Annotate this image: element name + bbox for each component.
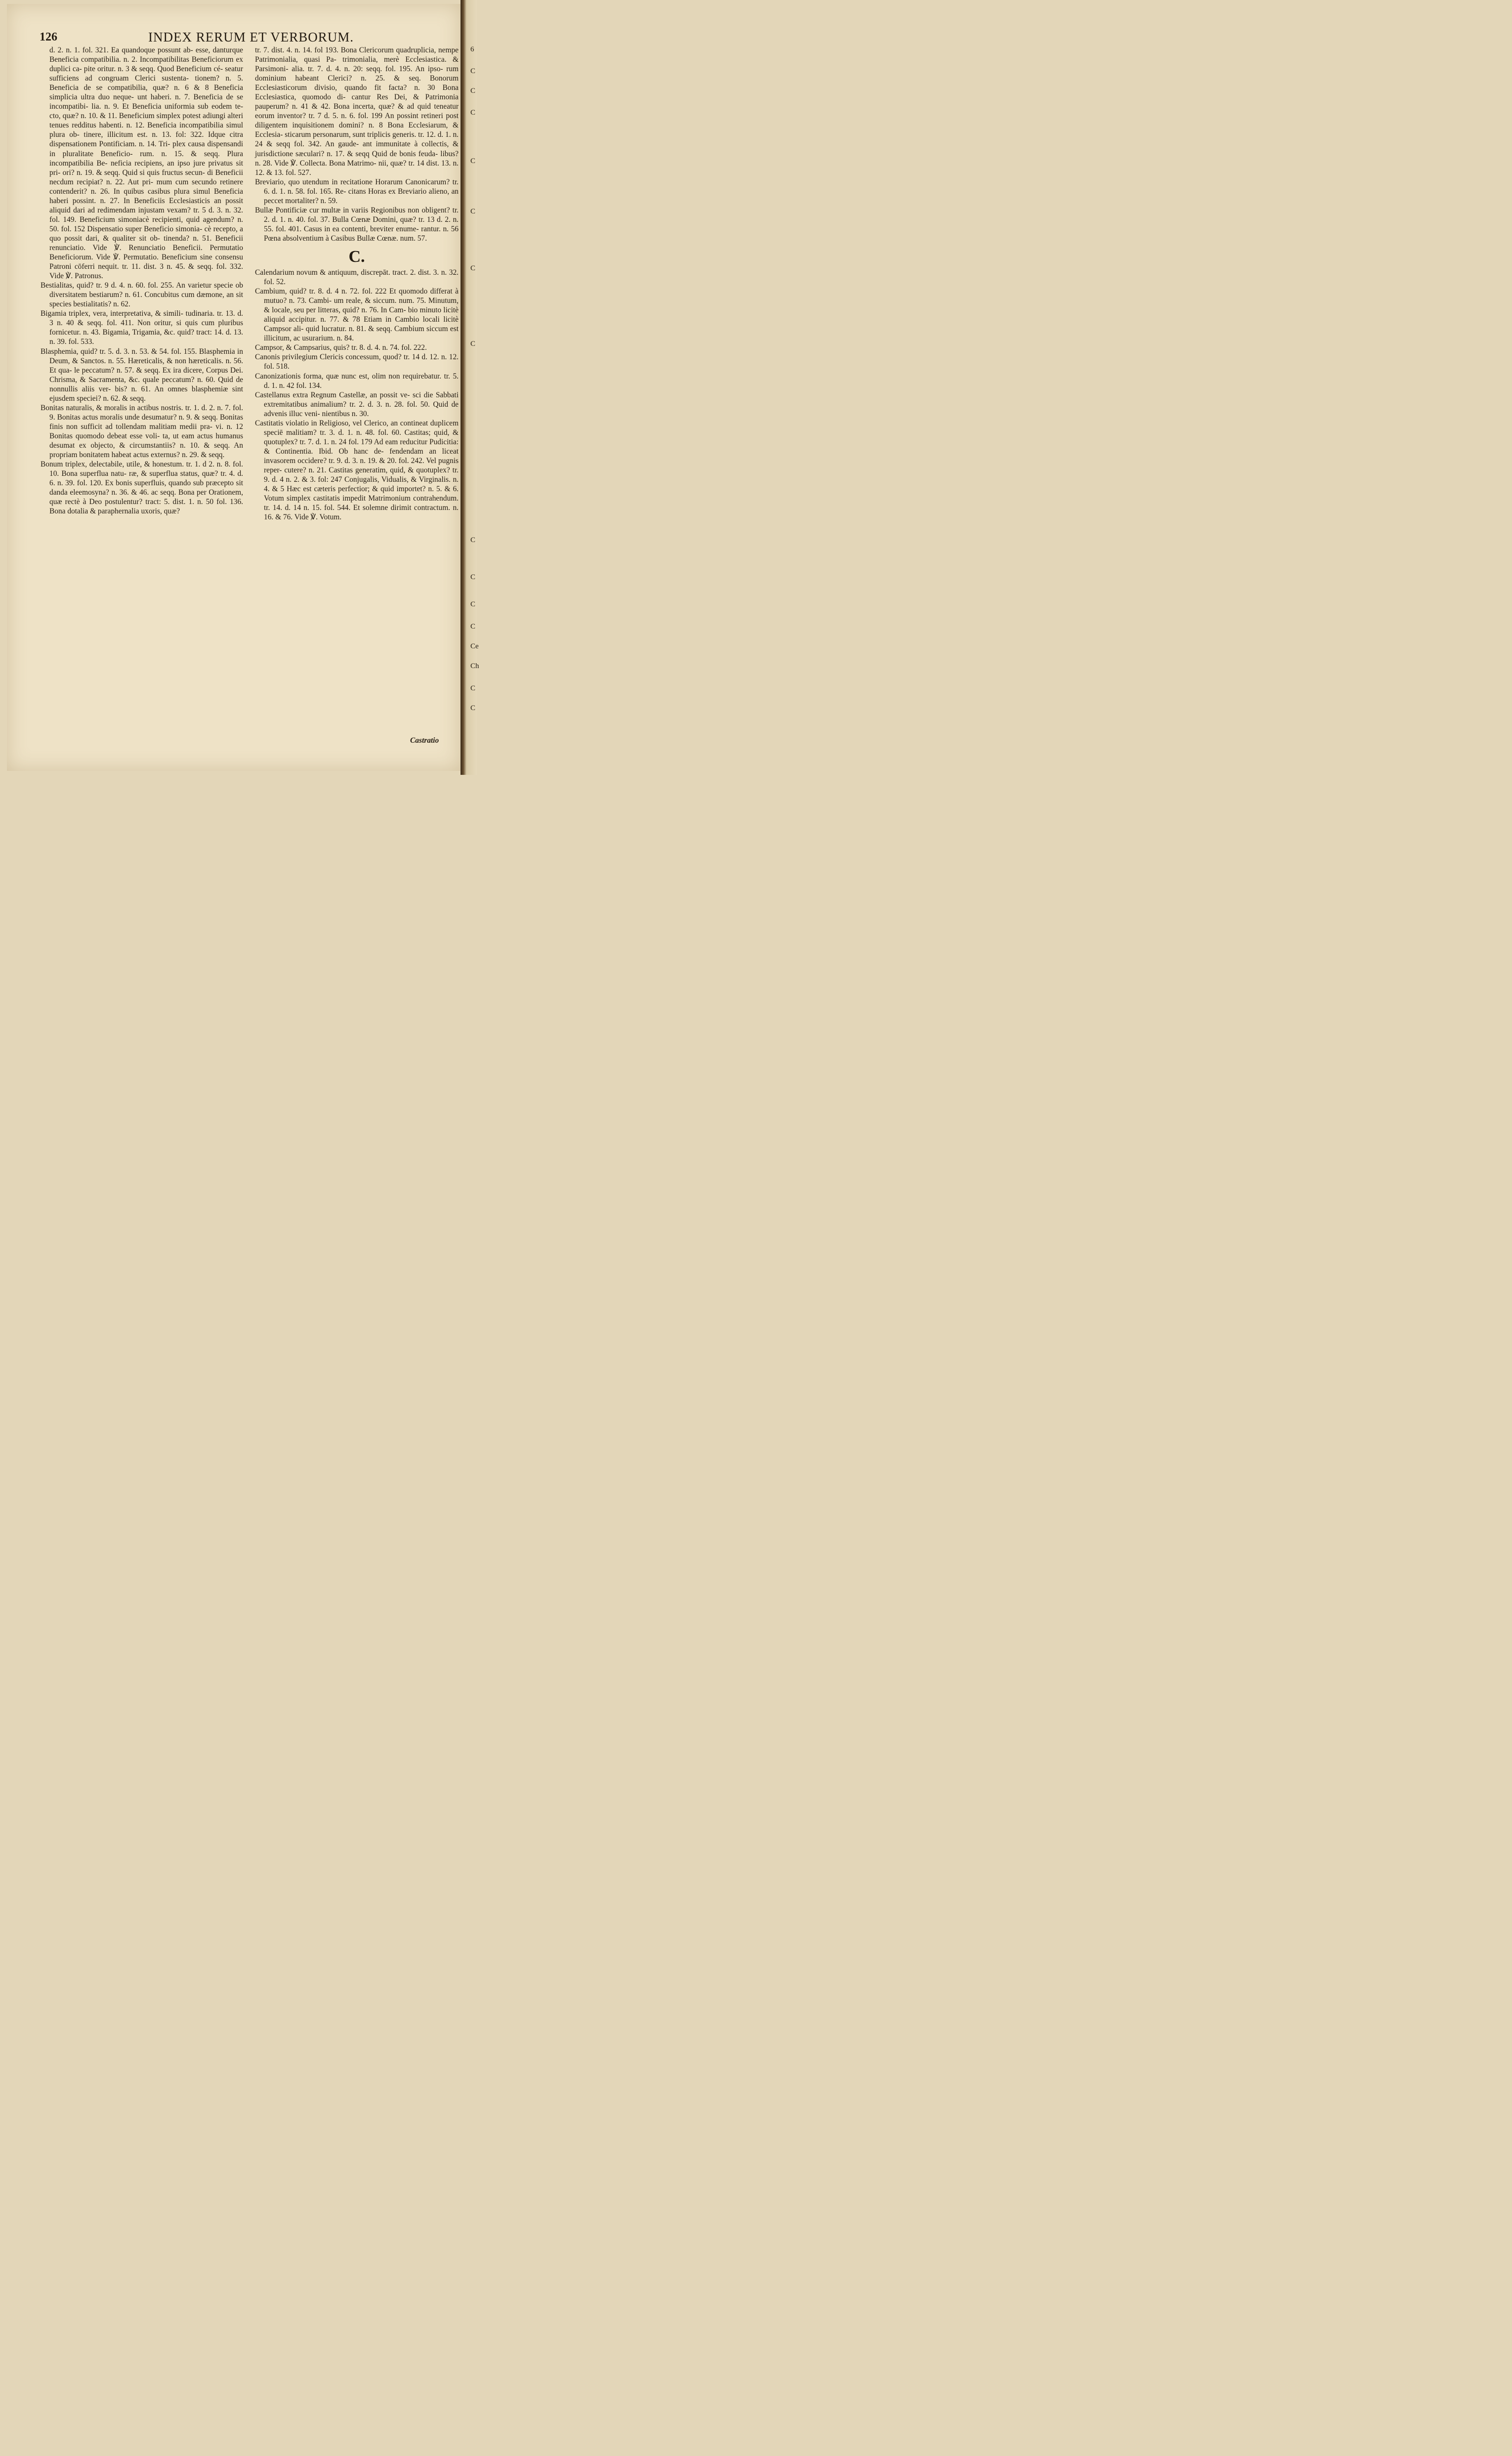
index-entry: Calendarium novum & antiquum, discrepāt. tract. 2. dist. 3. n. 32. fol. 52.: [255, 268, 459, 287]
gutter-fragment: C: [470, 109, 476, 117]
gutter-fragment: C: [470, 264, 476, 272]
index-entry: Bestialitas, quid? tr. 9 d. 4. n. 60. fol. 255. An varietur specie ob diversitatem bestiarum? n. 61. Concubitus cum dæmone, an sit species bestialitatis? n. 62.: [41, 281, 243, 309]
gutter-fragment: C: [470, 684, 476, 692]
right-column: [255, 45, 459, 522]
index-entry: Canonizationis forma, quæ nunc est, olim non requirebatur. tr. 5. d. 1. n. 42 fol. 134.: [255, 372, 459, 390]
gutter-fragment: C: [470, 208, 476, 215]
gutter-fragment: C: [470, 67, 476, 75]
index-entry: Breviario, quo utendum in recitatione Horarum Canonicarum? tr. 6. d. 1. n. 58. fol. 165. Re- citans Horas ex Breviario alieno, an peccet mortaliter? n. 59.: [255, 177, 459, 205]
gutter-fragment: 6: [470, 45, 474, 53]
index-entry: Bonum triplex, delectabile, utile, & honestum. tr. 1. d 2. n. 8. fol. 10. Bona superflua natu- ræ, & superflua status, quæ? tr. 4. d. 6. n. 39. fol. 120. Ex bonis superfluis, quando sub præcepto sit danda eleemosyna? n. 36. & 46. ac seqq. Bona per Orationem, quæ rectè à Deo postulentur? tract: 5. dist. 1. n. 50 fol. 136. Bona dotalia & paraphernalia uxoris, quæ?: [41, 460, 243, 516]
index-entry: Castitatis violatio in Religioso, vel Clerico, an contineat duplicem speciē malitiam? tr. 3. d. 1. n. 48. fol. 60. Castitas; quid, & quotuplex? tr. 7. d. 1. n. 24 fol. 179 Ad eam reducitur Pudicitia: & Continentia. Ibid. Ob hanc de- fendendam an liceat invasorem occidere? tr. 9. d. 3. n. 19. & 20. fol. 242. Vel pugnis reper- cutere? n. 21. Castitas generatim, quid, & quotuplex? tr. 9. d. 4 n. 2. & 3. fol: 247 Conjugalis, Vidualis, & Virginalis. n. 4. & 5 Hæc est cæteris perfectior; & quid importet? n. 5. & 6. Votum simplex castitatis impedit Matrimonium contrahendum. tr. 14. d. 14 n. 15. fol. 544. Et solemne dirimit contractum. n. 16. & 76. Vide ℣. Votum.: [255, 419, 459, 522]
gutter-fragment: Ch: [470, 662, 479, 670]
gutter-fragment: C: [470, 704, 476, 712]
facing-page-edge: [461, 0, 477, 775]
index-entry: Canonis privilegium Clericis concessum, quod? tr. 14 d. 12. n. 12. fol. 518.: [255, 353, 459, 371]
catchword: Castratio: [410, 736, 439, 745]
index-entry: Cambium, quid? tr. 8. d. 4 n. 72. fol. 222 Et quomodo differat à mutuo? n. 73. Cambi- um reale, & siccum. num. 75. Minutum, & locale, seu per litteras, quid? n. 76. In Cam- bio minuto licitè aliquid accipitur. n. 77. & 78 Etiam in Cambio locali licitè Campsor ali- quid lucratur. n. 81. & seqq. Cambium siccum est illicitum, ac usurarium. n. 84.: [255, 287, 459, 343]
index-entry: tr. 7. dist. 4. n. 14. fol 193. Bona Clericorum quadruplicia, nempe Patrimonialia, quasi Pa- trimonialia, merè Ecclesiastica. & Parsimoni- alia. tr. 7. d. 4. n. 20: seqq. fol. 195. An ipso- rum dominium habeant Clerici? n. 25. & seq. Bonorum Ecclesiasticorum divisio, quando fit facta? n. 30 Bona Ecclesiastica, quomodo di- cantur Res Dei, & Patrimonia pauperum? n. 41 & 42. Bona incerta, quæ? & ad quid teneatur eorum inventor? tr. 7 d. 5. n. 6. fol. 199 An possint retineri post diligentem inquisitionem domini? n. 8 Bona Ecclesiarum, & Ecclesia- sticarum personarum, sunt triplicis generis. tr. 12. d. 1. n. 24 & seqq fol. 342. An gaude- ant immunitate à collectis, & jurisdictione sæculari? n. 17. & seqq Quid de bonis feuda- libus? n. 28. Vide ℣. Collecta. Bona Matrimo- nii, quæ? tr. 14 dist. 13. n. 12. & 13. fol. 527.: [255, 46, 459, 177]
gutter-fragment: C: [470, 623, 476, 631]
gutter-fragment: C: [470, 340, 476, 348]
page-number: 126: [40, 31, 57, 43]
gutter-fragment: C: [470, 87, 476, 95]
index-entry: d. 2. n. 1. fol. 321. Ea quandoque possunt ab- esse, danturque Beneficia compatibilia. n. 2. Incompatibilitas Beneficiorum ex duplici ca- pite oritur. n. 3 & seqq. Quod Beneficium cé- seatur sufficiens ad congruam Clerici sustenta- tionem? n. 5. Beneficia de se compatibilia, quæ? n. 6 & 8 Beneficia simplicia ultra duo neque- unt haberi. n. 7. Beneficia de se incompatibi- lia. n. 9. Et Beneficia uniformia sub eodem te- cto, quæ? n. 10. & 11. Beneficium simplex potest adiungi alteri tenues redditus habenti. n. 12. Beneficia incompatibilia simul plura ob- tinere, illicitum est. n. 13. fol: 322. Idque citra dispensationem Pontificiam. n. 14. Tri- plex causa dispensandi in pluralitate Beneficio- rum. n. 15. & seqq. Plura incompatibilia Be- neficia recipiens, an ipso jure privatus sit pri- ori? n. 19. & seqq. Quid si quis fructus secun- di Beneficii necdum recipiat? n. 22. Aut pri- mum cum secundo retinere contenderit? n. 26. In quibus casibus plura simul Beneficia haberi possint. n. 27. In Beneficiis Ecclesiasticis an possit aliquid dari ad redimendam injustam vexam? tr. 5 d. 3. n. 32. fol. 149. Beneficium simoniacè recipienti, quid agendum? n. 50. fol. 152 Dispensatio super Beneficio simonia- cè recepto, a quo possit dari, & qualiter sit ob- tinenda? n. 51. Beneficii renunciatio. Vide ℣. Renunciatio Beneficii. Permutatio Beneficiorum. Vide ℣. Permutatio. Beneficium sine consensu Patroni cōferri nequit. tr. 11. dist. 3 n. 45. & seqq. fol. 332. Vide ℣. Patronus.: [49, 46, 243, 281]
index-entry: Bigamia triplex, vera, interpretativa, & simili- tudinaria. tr. 13. d. 3 n. 40 & seqq. fol. 411. Non oritur, si quis cum pluribus fornicetur. n. 43. Bigamia, Trigamia, &c. quid? tract: 14. d. 13. n. 39. fol. 533.: [41, 309, 243, 346]
index-entry: Bonitas naturalis, & moralis in actibus nostris. tr. 1. d. 2. n. 7. fol. 9. Bonitas actus moralis unde desumatur? n. 9. & seqq. Bonitas finis non sufficit ad tollendam malitiam medii pra- vi. n. 12 Bonitas quomodo debeat esse voli- ta, ut eam actus humanus desumat ex objecto, & circumstantiis? n. 10. & seqq. An propriam bonitatem habeat actus externus? n. 29. & seqq.: [41, 403, 243, 460]
index-entry: Campsor, & Campsarius, quis? tr. 8. d. 4. n. 74. fol. 222.: [255, 343, 427, 352]
index-entry: Bullæ Pontificiæ cur multæ in variis Regionibus non obligent? tr. 2. d. 1. n. 40. fol. 37. Bulla Cœnæ Domini, quæ? tr. 13 d. 2. n. 55. fol. 401. Casus in ea contenti, breviter enume- rantur. n. 56 Pœna absolventium à Casibus Bullæ Cœnæ. num. 57.: [255, 206, 459, 243]
left-column: [41, 45, 243, 516]
gutter-fragment: C: [470, 573, 476, 581]
section-letter: C.: [348, 247, 365, 266]
gutter-fragment: C: [470, 157, 476, 165]
index-entry: Castellanus extra Regnum Castellæ, an possit ve- sci die Sabbati extremitatibus animalium? tr. 2. d. 3. n. 28. fol. 50. Quid de advenis illuc veni- nientibus n. 30.: [255, 390, 459, 418]
gutter-fragment: C: [470, 536, 476, 544]
gutter-fragment: Ce: [470, 642, 479, 650]
gutter-fragment: C: [470, 600, 476, 608]
index-entry: Blasphemia, quid? tr. 5. d. 3. n. 53. & 54. fol. 155. Blasphemia in Deum, & Sanctos. n. 55. Hæreticalis, & non hæreticalis. n. 56. Et qua- le peccatum? n. 57. & seqq. Ex ira dicere, Corpus Dei. Chrisma, & Sacramenta, &c. quale peccatum? n. 60. Quid de nonnullis aliis ver- bis? n. 61. An omnes blasphemiæ sint ejusdem speciei? n. 62. & seqq.: [41, 347, 243, 403]
running-head: INDEX RERUM ET VERBORUM.: [148, 30, 354, 44]
